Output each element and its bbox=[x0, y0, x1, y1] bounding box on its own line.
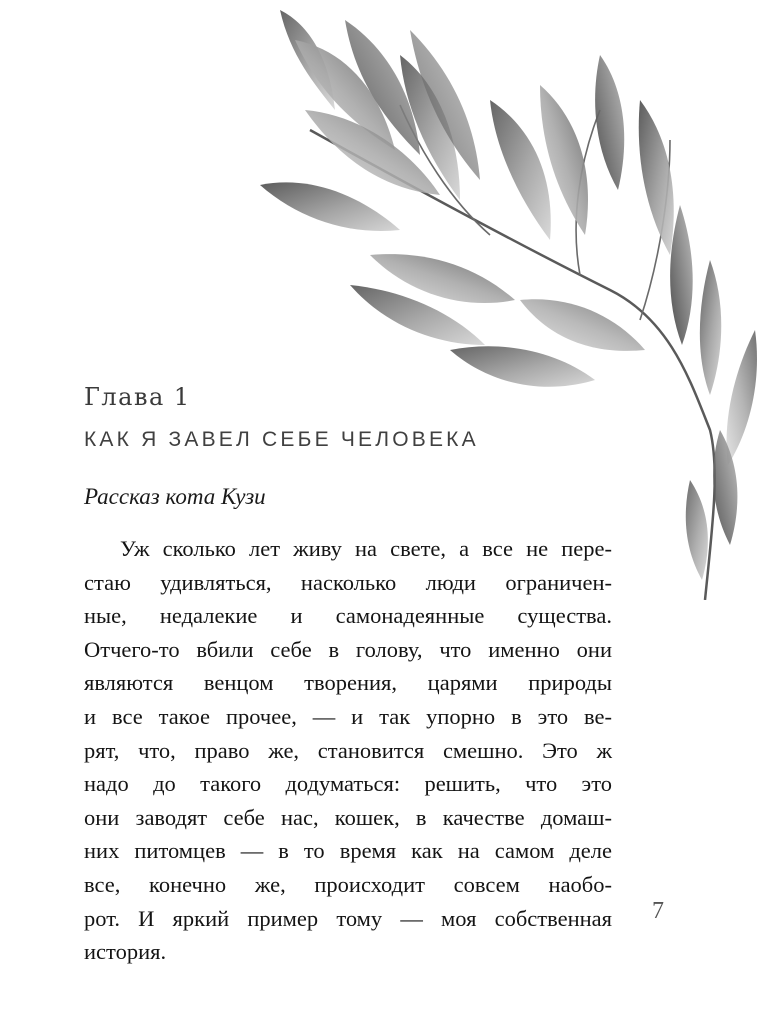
text-line: все, конечно же, происходит совсем наобо- bbox=[84, 871, 612, 897]
leaf-branch-illustration bbox=[250, 0, 768, 600]
text-line: они заводят себе нас, кошек, в качестве домаш- bbox=[84, 804, 612, 830]
body-paragraph bbox=[84, 532, 612, 969]
text-line: Уж сколько лет живу на свете, а все не пере- bbox=[120, 536, 612, 561]
text-line: стаю удивляться, насколько люди ограничен- bbox=[84, 569, 612, 595]
text-line: ные, недалекие и самонадеянные существа. bbox=[84, 603, 612, 629]
text-line: них питомцев — в то время как на самом деле bbox=[84, 838, 612, 864]
chapter-subtitle: Рассказ кота Кузи bbox=[84, 484, 266, 509]
chapter-title: КАК Я ЗАВЕЛ СЕБЕ ЧЕЛОВЕКА bbox=[84, 428, 479, 451]
text-line: история. bbox=[84, 939, 167, 965]
text-line: и все такое прочее, — и так упорно в это ве- bbox=[84, 703, 612, 729]
text-line: рят, что, право же, становится смешно. Это ж bbox=[84, 737, 612, 763]
chapter-label: Глава 1 bbox=[84, 383, 191, 411]
text-line: являются венцом творения, царями природы bbox=[84, 670, 612, 696]
text-line: надо до такого додуматься: решить, что это bbox=[84, 771, 612, 797]
text-line: рот. И яркий пример тому — моя собственная bbox=[84, 905, 612, 931]
text-line: Отчего-то вбили себе в голову, что именно они bbox=[84, 636, 612, 662]
page-number: 7 bbox=[652, 898, 664, 924]
